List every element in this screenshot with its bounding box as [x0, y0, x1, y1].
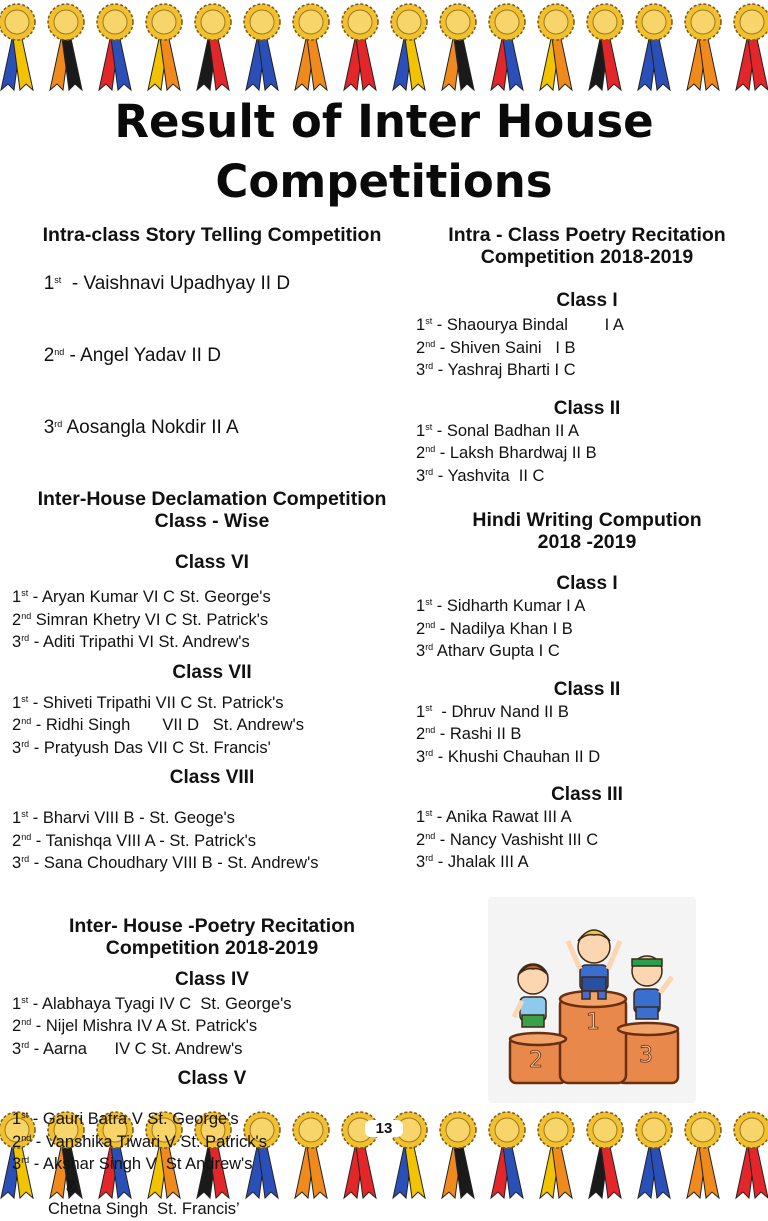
- result-entry: 2nd - Nancy Vashisht III C: [416, 830, 599, 849]
- podium-place-3: 3: [639, 1043, 653, 1068]
- medal-ribbon-icon: [489, 4, 525, 90]
- result-entry-extra: Chetna Singh St. Francis’: [48, 1200, 240, 1218]
- result-entry: 1st - Sidharth Kumar I A: [416, 597, 586, 615]
- medal-ribbon-icon: [97, 4, 133, 90]
- section-heading: 2018 -2019: [537, 531, 637, 553]
- intra-poetry-section: [416, 224, 758, 487]
- top-ribbon-border: [0, 0, 768, 92]
- class-heading: Class IV: [175, 968, 249, 990]
- result-entry: 3rd - Akshar Singh V St Andrew's: [12, 1155, 253, 1173]
- result-entry: 2nd - Ridhi Singh VII D St. Andrew's: [12, 716, 304, 734]
- ampersand: &: [66, 1177, 78, 1196]
- result-entry: 1st - Dhruv Nand II B: [416, 702, 569, 721]
- medal-ribbon-icon: [734, 1112, 768, 1198]
- section-heading: Intra-class Story Telling Competition: [42, 224, 382, 246]
- result-entry: 2nd Simran Khetry VI C St. Patrick's: [12, 610, 269, 629]
- story-entry: 2nd - Angel Yadav II D: [43, 345, 221, 366]
- result-entry: 1st - Aryan Kumar VI C St. George's: [12, 588, 271, 606]
- result-entry: 3rd - Sana Choudhary VIII B - St. Andrew's: [12, 854, 319, 872]
- result-entry: 2nd - Nijel Mishra IV A St. Patrick's: [12, 1017, 258, 1035]
- story-telling-section: [12, 224, 412, 464]
- class-heading: Class III: [551, 784, 623, 805]
- result-entry: 1st - Shiveti Tripathi VII C St. Patrick's: [12, 693, 284, 712]
- class-heading: Class VI: [175, 552, 249, 573]
- left-column: [12, 224, 412, 1221]
- section-heading: Hindi Writing Compution: [472, 509, 702, 531]
- class-heading: Class II: [553, 397, 621, 419]
- medal-ribbon-icon: [489, 1112, 525, 1198]
- class-heading: Class VIII: [169, 767, 255, 788]
- section-heading: Competition 2018-2019: [480, 246, 694, 268]
- page-title: [0, 92, 768, 212]
- result-entry: 1st - Sonal Badhan II A: [416, 421, 579, 440]
- declamation-section: [12, 488, 412, 875]
- result-entry: 2nd - Shiven Saini I B: [416, 338, 576, 357]
- section-heading: Intra - Class Poetry Recitation: [448, 224, 726, 246]
- medal-ribbon-icon: [636, 1112, 672, 1198]
- result-entry: 1st - Anika Rawat III A: [416, 808, 572, 826]
- medal-ribbon-icon: [293, 4, 329, 90]
- medal-ribbon-icon: [244, 4, 280, 90]
- result-entry: 3rd - Aditi Tripathi VI St. Andrew's: [12, 633, 250, 651]
- podium-place-2: 2: [529, 1048, 543, 1073]
- result-entry: 2nd - Vanshika Tiwari V St. Patrick's: [12, 1132, 267, 1151]
- medal-ribbon-icon: [342, 4, 378, 90]
- medal-ribbon-icon: [440, 1112, 476, 1198]
- result-entry: 3rd Atharv Gupta I C: [416, 642, 560, 660]
- medal-ribbon-icon: [48, 4, 84, 90]
- result-entry: 3rd - Yashraj Bharti I C: [416, 361, 576, 379]
- result-entry: 2nd - Tanishqa VIII A - St. Patrick's: [12, 831, 256, 850]
- result-entry: 2nd - Laksh Bhardwaj II B: [416, 444, 597, 462]
- medal-ribbon-icon: [587, 4, 623, 90]
- medal-ribbon-icon: [538, 4, 574, 90]
- story-entry: 1st - Vaishnavi Upadhyay II D: [43, 273, 291, 294]
- podium-svg: [488, 897, 696, 1103]
- podium-illustration: [488, 897, 696, 1103]
- result-entry: 1st - Alabhaya Tyagi IV C St. George's: [12, 994, 292, 1013]
- title-line-1: Result of Inter House: [114, 95, 654, 148]
- medal-ribbon-icon: [0, 4, 35, 90]
- medal-ribbon-icon: [587, 1112, 623, 1198]
- result-entry: 1st - Gauri Batra V St. George's: [12, 1110, 239, 1128]
- medal-ribbon-icon: [685, 1112, 721, 1198]
- medal-ribbon-icon: [636, 4, 672, 90]
- story-entry: 3rd Aosangla Nokdir II A: [43, 417, 239, 438]
- hindi-writing-section: [416, 509, 758, 874]
- page-number: 13: [365, 1120, 403, 1137]
- section-heading: Inter-House Declamation Competition: [37, 488, 387, 510]
- result-entry: 1st - Shaourya Bindal I A: [416, 316, 624, 334]
- medal-ribbon-icon: [685, 4, 721, 90]
- class-heading: Class I: [556, 573, 618, 594]
- inter-house-poetry-section: [12, 915, 412, 1221]
- section-heading: Inter- House -Poetry Recitation: [68, 914, 356, 937]
- medal-ribbon-icon: [391, 4, 427, 90]
- section-heading: Competition 2018-2019: [105, 936, 319, 959]
- medal-ribbon-icon: [195, 4, 231, 90]
- result-entry: 3rd - Yashvita II C: [416, 466, 545, 485]
- class-heading: Class V: [177, 1068, 247, 1089]
- right-column: [416, 224, 758, 874]
- result-entry: 3rd - Aarna IV C St. Andrew's: [12, 1039, 243, 1058]
- medal-ribbon-icon: [146, 4, 182, 90]
- result-entry: 2nd - Rashi II B: [416, 725, 522, 743]
- result-entry: 3rd - Pratyush Das VII C St. Francis': [12, 738, 271, 757]
- class-heading: Class VII: [172, 661, 252, 683]
- medal-ribbon-icon: [440, 4, 476, 90]
- result-entry: 3rd - Khushi Chauhan II D: [416, 747, 601, 766]
- class-heading: Class II: [553, 678, 621, 700]
- podium-place-1: 1: [586, 1010, 600, 1035]
- section-heading: Class - Wise: [154, 510, 270, 532]
- result-entry: 3rd - Jhalak III A: [416, 853, 529, 871]
- class-heading: Class I: [556, 290, 618, 311]
- result-entry: 1st - Bharvi VIII B - St. Geoge's: [12, 809, 235, 827]
- medal-ribbon-icon: [538, 1112, 574, 1198]
- title-line-2: Competitions: [215, 155, 553, 208]
- medal-ribbon-icon: [734, 4, 768, 90]
- result-entry: 2nd - Nadilya Khan I B: [416, 619, 573, 638]
